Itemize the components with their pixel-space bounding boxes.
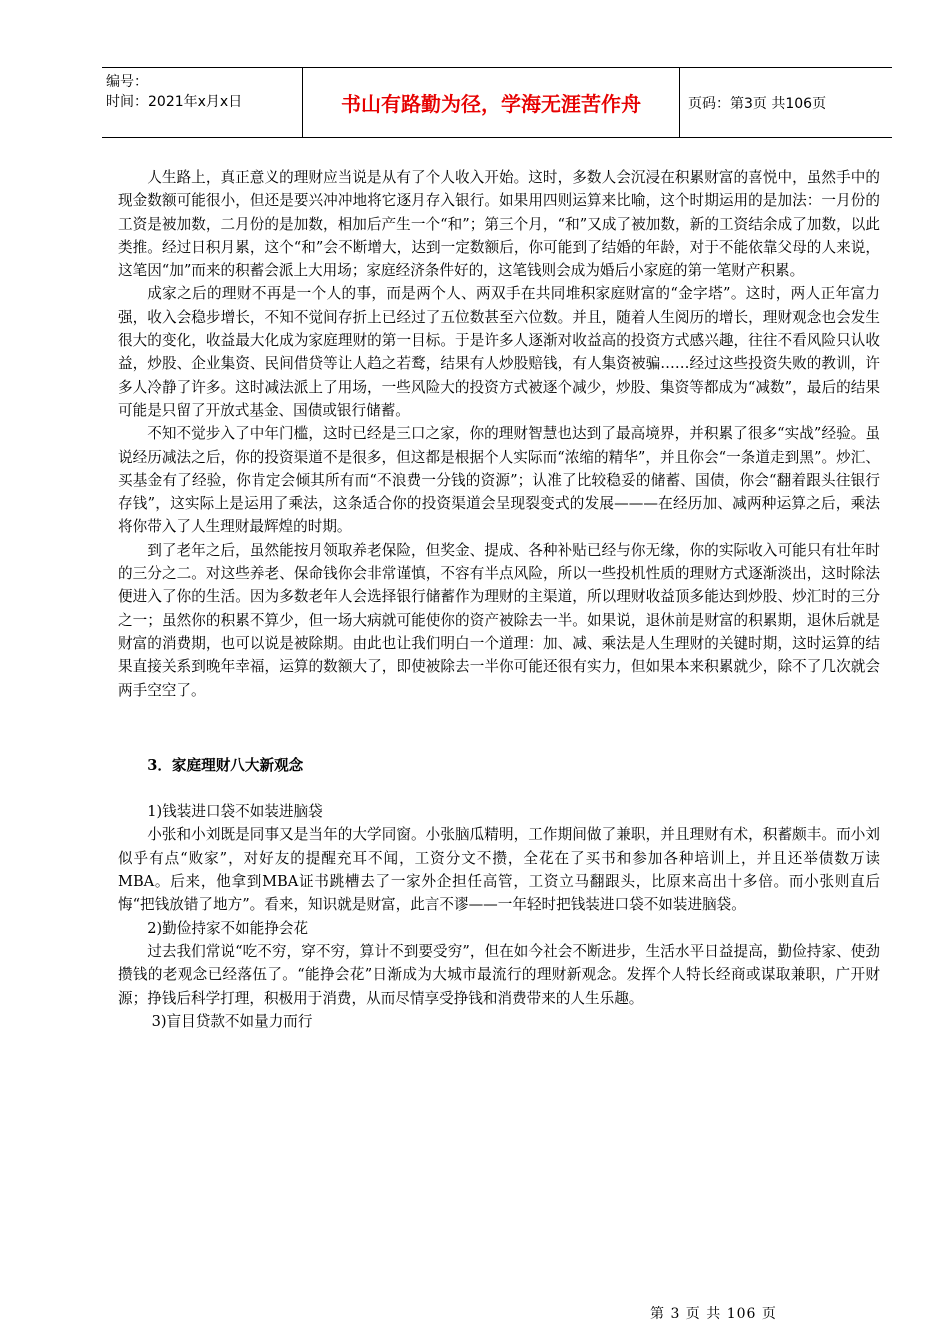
subsection-title-2: 2)勤俭持家不如能挣会花 [147, 919, 309, 937]
header-page-label: 页码：第3页 共106页 [688, 95, 827, 112]
page-header [102, 67, 892, 138]
section-heading: 3．家庭理财八大新观念 [147, 756, 304, 774]
paragraph-division: 到了老年之后，虽然能按月领取养老保险，但奖金、提成、各种补贴已经与你无缘，你的实际收入可能只有壮年时的三分之二。对这些养老、保命钱你会非常谨慎，不容有半点风险，所以一些投机性质的理财方式逐渐淡出，这时除法便进入了你的生活。因为多数老年人会选择银行储蓄作为理财的主渠道，所以理财收益顶多能达到炒股、炒汇时的三分之一；虽然你的积累不算少，但一场大病就可能使你的资产被除去一半。如果说，退休前是财富的积累期，退休后就是财富的消费期，也可以说是被除期。由此也让我们明白一个道理：加、减、乘法是人生理财的关键时期，这时运算的结果直接关系到晚年幸福，运算的数额大了，即使被除去一半你可能还很有实力，但如果本来积累就少，除不了几次就会两手空空了。 [118, 541, 880, 699]
header-meta [102, 68, 303, 137]
page-footer: 第 3 页 共 106 页 [650, 1306, 777, 1322]
paragraph-addition: 人生路上，真正意义的理财应当说是从有了个人收入开始。这时，多数人会沉浸在积累财富的喜悦中，虽然手中的现金数额可能很小，但还是要兴冲冲地将它逐月存入银行。如果用四则运算来比喻，这个时期运用的是加法：一月份的工资是被加数，二月份的是加数，相加后产生一个“和”；第三个月，“和”又成了被加数，新的工资结余成了加数，以此类推。经过日积月累，这个“和”会不断增大，达到一定数额后，你可能到了结婚的年龄，对于不能依靠父母的人来说，这笔因“加”而来的积蓄会派上大用场；家庭经济条件好的，这笔钱则会成为婚后小家庭的第一笔财产积累。 [118, 169, 880, 280]
subsection-text-2: 过去我们常说“吃不穷，穿不穷，算计不到要受穷”，但在如今社会不断进步，生活水平日益提高，勤俭持家、使劲攒钱的老观念已经落伍了。“能挣会花”日渐成为大城市最流行的理财新观念。发挥个人特长经商或谋取兼职，广开财源；挣钱后科学打理，积极用于消费，从而尽情享受挣钱和消费带来的人生乐趣。 [118, 942, 880, 1007]
document-time-label: 时间：2021年x月x日 [106, 94, 243, 110]
subsection-title-1: 1)钱装进口袋不如装进脑袋 [147, 803, 323, 821]
paragraph-subtraction: 成家之后的理财不再是一个人的事，而是两个人、两双手在共同堆积家庭财富的“金字塔”。这时，两人正年富力强，收入会稳步增长，不知不觉间存折上已经过了五位数甚至六位数。并且，随着人生阅历的增长，理财观念也会发生很大的变化，收益最大化成为家庭理财的第一目标。于是许多人逐渐对收益高的投资方式感兴趣，往往不看风险只认收益，炒股、企业集资、民间借贷等让人趋之若鹜，结果有人炒股赔钱，有人集资被骗……经过这些投资失败的教训，许多人冷静了许多。这时减法派上了用场，一些风险大的投资方式被逐个减少，炒股、集资等都成为“减数”，最后的结果可能是只留了开放式基金、国债或银行储蓄。 [118, 285, 880, 419]
document-number-label: 编号： [106, 74, 148, 90]
paragraph-multiplication: 不知不觉步入了中年门槛，这时已经是三口之家，你的理财智慧也达到了最高境界，并积累了很多“实战”经验。虽说经历减法之后，你的投资渠道不是很多，但这都是根据个人实际而“浓缩的精华”，并且你会“一条道走到黑”。炒汇、买基金有了经验，你肯定会倾其所有而“不浪费一分钱的资源”；认准了比较稳妥的储蓄、国债，你会“翻着跟头往银行存钱”，这实际上是运用了乘法，这条适合你的投资渠道会呈现裂变式的发展———在经历加、减两种运算之后，乘法将你带入了人生理财最辉煌的时期。 [118, 425, 880, 536]
document-body [118, 166, 880, 1033]
subsection-title-3: 3)盲目贷款不如量力而行 [151, 1012, 313, 1030]
subsection-text-1: 小张和小刘既是同事又是当年的大学同窗。小张脑瓜精明，工作期间做了兼职，并且理财有术，积蓄颇丰。而小刘似乎有点“败家”，对好友的提醒充耳不闻，工资分文不攒，全花在了买书和参加各种培训上，并且还举债数万读MBA。后来，他拿到MBA证书跳槽去了一家外企担任高管，工资立马翻跟头，比原来高出十多倍。而小张则直后悔“把钱放错了地方”。看来，知识就是财富，此言不谬——一年轻时把钱装进口袋不如装进脑袋。 [118, 826, 880, 914]
header-motto: 书山有路勤为径，学海无涯苦作舟 [303, 68, 680, 137]
